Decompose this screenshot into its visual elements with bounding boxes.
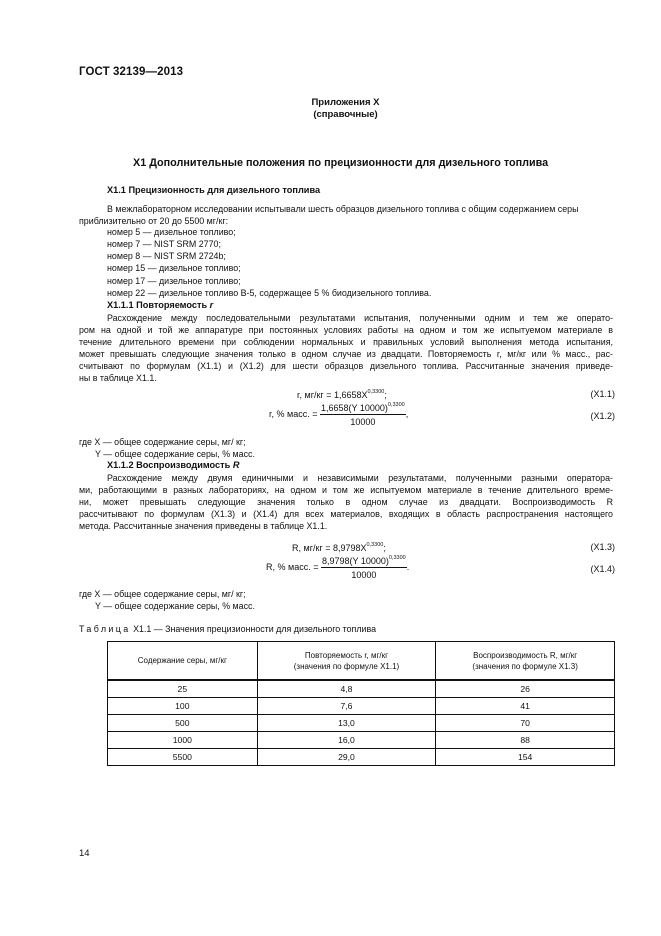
- paragraph-line: рассчитывают по формулам (Х1.3) и (Х1.4) для всех материалов, входящих в область распространения настоящего: [79, 509, 613, 520]
- sample-item: номер 15 — дизельное топливо;: [107, 263, 241, 273]
- equation-number: (Х1.1): [590, 389, 615, 399]
- header-line: Повторяемость r, мг/кг: [304, 650, 389, 660]
- table-header-row: [108, 642, 615, 681]
- paragraph-line: метода. Рассчитанные значения приведены в таблице Х1.1.: [79, 521, 328, 532]
- equation-x1-4: [266, 555, 409, 580]
- table-row: [108, 680, 615, 698]
- equation-lhs: r, мг/кг = 1,6658X: [297, 390, 368, 400]
- paragraph-line: течение длительного времени при соблюдении нормальных и правильных условий выполнения метода испытания,: [79, 337, 613, 348]
- repeatability-symbol: r: [209, 300, 214, 310]
- paragraph-line: ни, может превышать следующие значения только в одном случае из двадцати. Воспроизводимость R: [79, 497, 613, 508]
- table-caption: [79, 624, 376, 634]
- table-cell: 4,8: [257, 680, 436, 698]
- table-cell: 100: [108, 698, 258, 715]
- sample-item: номер 5 — дизельное топливо;: [107, 227, 236, 237]
- fraction-numerator: [321, 555, 407, 568]
- equation-lhs: r, % масс. =: [269, 408, 318, 419]
- table-header-cell: [257, 642, 436, 681]
- paragraph-line: Расхождение между последовательными результатами испытания, полученными одним и тем же операто-: [107, 313, 613, 323]
- paragraph-line: Расхождение между двумя единичными и независимыми результатами, полученными разными оператора-: [107, 473, 613, 483]
- sample-item: номер 22 — дизельное топливо В-5, содержащее 5 % биодизельного топлива.: [107, 288, 432, 298]
- reproducibility-paragraph: [79, 472, 613, 532]
- appendix-title: Приложения Х: [311, 97, 380, 108]
- header-line: (значения по формуле Х1.1): [293, 661, 400, 671]
- where-line: Y — общее содержание серы, % масс.: [95, 601, 255, 611]
- table-cell: 500: [108, 715, 258, 732]
- equation-x1-1: [297, 389, 387, 400]
- reproducibility-symbol: R: [232, 460, 240, 470]
- table-caption-word: Таблица: [79, 624, 131, 634]
- subsection-title-x1-1: Х1.1 Прецизионность для дизельного топлива: [107, 185, 321, 195]
- equation-fraction: [320, 402, 406, 427]
- where-line: Y — общее содержание серы, % масс.: [95, 449, 255, 459]
- equation-fraction: [321, 555, 407, 580]
- fraction-denominator: 10000: [351, 570, 377, 580]
- fraction-denominator: 10000: [350, 417, 376, 427]
- intro-paragraph: В межлабораторном исследовании испытывали шесть образцов дизельного топлива с общим содержанием серы приблизительно от 20 до 5500 мг/кг:: [79, 204, 579, 227]
- header-line: Содержание серы, мг/кг: [137, 656, 227, 665]
- table-cell: 5500: [108, 749, 258, 766]
- equation-number: (Х1.4): [590, 564, 615, 574]
- equation-exponent: 0,3300: [367, 389, 385, 395]
- table-cell: 29,0: [257, 749, 436, 766]
- where-line: где X — общее содержание серы, мг/ кг;: [79, 589, 246, 599]
- table-cell: 88: [436, 732, 615, 749]
- table-cell: 13,0: [257, 715, 436, 732]
- equation-exponent: 0,3300: [387, 402, 405, 408]
- sample-item: номер 7 — NIST SRM 2770;: [107, 239, 221, 249]
- equation-lhs: R, % масс. =: [266, 561, 319, 572]
- repeatability-title: [107, 300, 213, 310]
- table-cell: 16,0: [257, 732, 436, 749]
- repeatability-paragraph: [79, 312, 613, 385]
- equation-punct: .: [406, 561, 410, 572]
- table-cell: 1000: [108, 732, 258, 749]
- equation-punct: ;: [384, 390, 387, 400]
- paragraph-line: может превышать следующие значения только в одном случае из двадцати. Повторяемость r, мг/кг или % масс., рас-: [79, 349, 613, 360]
- numerator-text: 1,6658(Y 10000): [320, 403, 388, 413]
- reproducibility-title: [107, 460, 239, 470]
- reproducibility-title-text: Х1.1.2 Воспроизводимость: [107, 460, 233, 470]
- table-header-cell: [108, 642, 258, 681]
- header-line: (значения по формуле Х1.3): [472, 661, 578, 671]
- equation-x1-3: [292, 542, 386, 553]
- paragraph-line: ны в таблице Х1.1.: [79, 373, 157, 384]
- paragraph-line: ми, работающими в разных лабораториях, на одном и том же испытуемом материале в течение длительного време-: [79, 485, 613, 496]
- appendix-subtitle: (справочные): [313, 109, 378, 120]
- repeatability-title-text: Х1.1.1 Повторяемость: [107, 300, 210, 310]
- numerator-text: 8,9798(Y 10000): [321, 556, 389, 566]
- table-header-cell: [436, 642, 615, 681]
- table-cell: 154: [436, 749, 615, 766]
- table-cell: 41: [436, 698, 615, 715]
- equation-number: (Х1.3): [590, 542, 615, 552]
- equation-number: (Х1.2): [590, 411, 615, 421]
- table-cell: 26: [436, 680, 615, 698]
- equation-exponent: 0,3300: [366, 542, 384, 548]
- equation-punct: ,: [405, 408, 409, 419]
- sample-item: номер 8 — NIST SRM 2724b;: [107, 251, 226, 261]
- table-cell: 7,6: [257, 698, 436, 715]
- equation-punct: ;: [383, 543, 386, 553]
- precision-table: [107, 641, 615, 766]
- where-line: где X — общее содержание серы, мг/ кг;: [79, 437, 246, 447]
- header-line: Воспроизводимость R, мг/кг: [473, 650, 578, 660]
- table-cell: 70: [436, 715, 615, 732]
- fraction-numerator: [320, 402, 406, 415]
- table-caption-text: Х1.1 — Значения прецизионности для дизельного топлива: [130, 624, 377, 634]
- table-row: [108, 715, 615, 732]
- equation-x1-2: [269, 402, 408, 427]
- paragraph-line: ром на одной и той же аппаратуре при постоянных условиях работы на одном и том же испытуемом материале в: [79, 325, 613, 336]
- paragraph-line: считывают по формулам (Х1.1) и (Х1.2) для шести образцов дизельного топлива. Рассчитанные значения приведе-: [79, 361, 613, 372]
- section-title: Х1 Дополнительные положения по прецизионности для дизельного топлива: [133, 157, 549, 169]
- equation-lhs: R, мг/кг = 8,9798X: [292, 543, 367, 553]
- page-number: 14: [79, 848, 90, 859]
- sample-item: номер 17 — дизельное топливо;: [107, 276, 241, 286]
- table-row: [108, 732, 615, 749]
- document-header: ГОСТ 32139—2013: [79, 66, 184, 78]
- equation-exponent: 0,3300: [388, 555, 406, 561]
- table-cell: 25: [108, 680, 258, 698]
- table-row: [108, 749, 615, 766]
- table-row: [108, 698, 615, 715]
